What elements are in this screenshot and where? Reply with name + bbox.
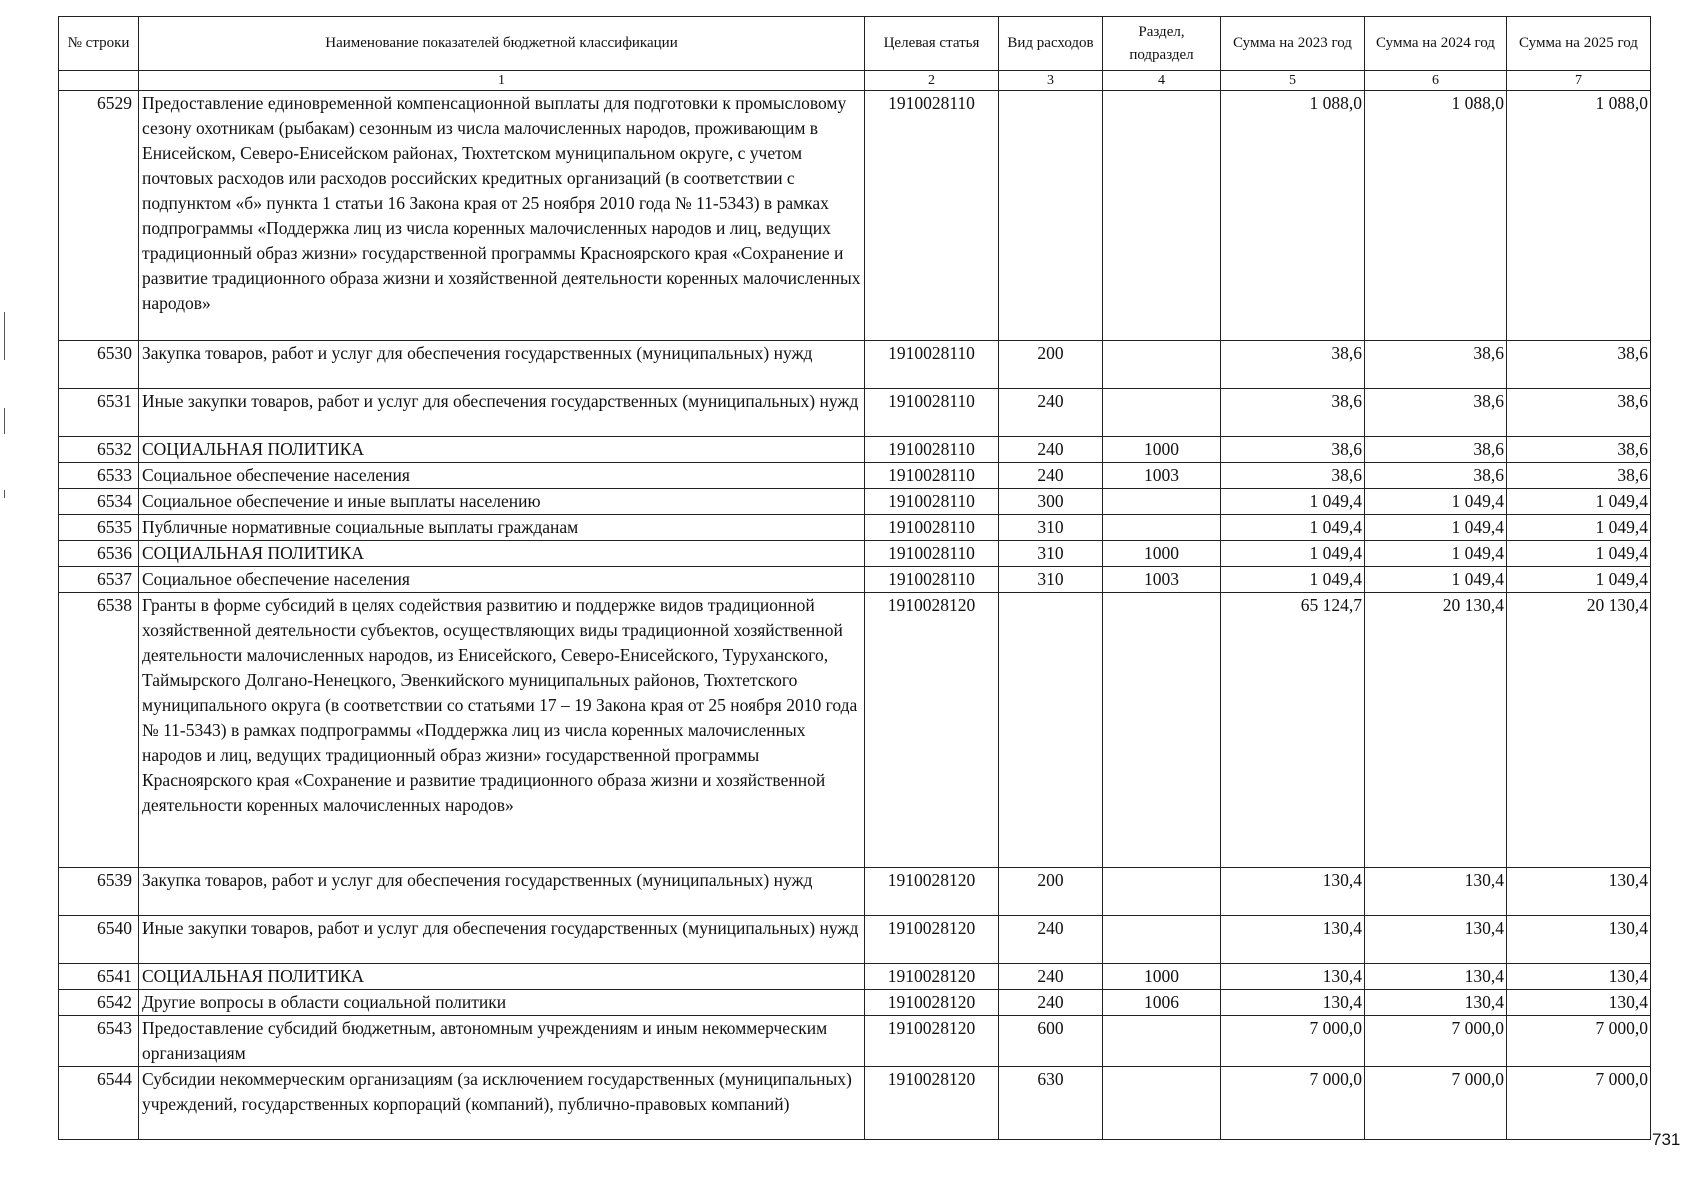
row-section xyxy=(1103,593,1221,868)
row-sum-2024: 7 000,0 xyxy=(1365,1067,1507,1140)
table-row xyxy=(59,964,1651,990)
row-sum-2023: 130,4 xyxy=(1221,916,1365,964)
row-sum-2024: 1 049,4 xyxy=(1365,541,1507,567)
row-sum-2025: 130,4 xyxy=(1507,868,1651,916)
row-sum-2025: 1 049,4 xyxy=(1507,489,1651,515)
row-sum-2023: 130,4 xyxy=(1221,868,1365,916)
row-sum-2025: 1 088,0 xyxy=(1507,91,1651,341)
table-row xyxy=(59,567,1651,593)
row-expense-type xyxy=(999,91,1103,341)
row-target-article: 1910028110 xyxy=(865,515,999,541)
row-sum-2024: 1 088,0 xyxy=(1365,91,1507,341)
table-row xyxy=(59,489,1651,515)
scan-mark xyxy=(4,312,5,360)
row-sum-2025: 38,6 xyxy=(1507,341,1651,389)
row-sum-2023: 1 049,4 xyxy=(1221,541,1365,567)
row-sum-2025: 1 049,4 xyxy=(1507,515,1651,541)
row-section: 1000 xyxy=(1103,964,1221,990)
row-section: 1003 xyxy=(1103,463,1221,489)
row-number: 6531 xyxy=(59,389,139,437)
row-target-article: 1910028110 xyxy=(865,567,999,593)
page-number: 731 xyxy=(1652,1130,1681,1149)
row-sum-2023: 38,6 xyxy=(1221,463,1365,489)
row-sum-2024: 1 049,4 xyxy=(1365,567,1507,593)
row-sum-2024: 130,4 xyxy=(1365,868,1507,916)
row-sum-2023: 1 049,4 xyxy=(1221,567,1365,593)
row-target-article: 1910028120 xyxy=(865,593,999,868)
row-name: СОЦИАЛЬНАЯ ПОЛИТИКА xyxy=(139,541,865,567)
row-name: Иные закупки товаров, работ и услуг для обеспечения государственных (муниципальных) нужд xyxy=(139,389,865,437)
row-name: Закупка товаров, работ и услуг для обеспечения государственных (муниципальных) нужд xyxy=(139,868,865,916)
row-target-article: 1910028120 xyxy=(865,868,999,916)
row-expense-type: 310 xyxy=(999,567,1103,593)
row-name: СОЦИАЛЬНАЯ ПОЛИТИКА xyxy=(139,964,865,990)
row-sum-2024: 20 130,4 xyxy=(1365,593,1507,868)
table-row xyxy=(59,463,1651,489)
row-section xyxy=(1103,1016,1221,1067)
row-expense-type: 630 xyxy=(999,1067,1103,1140)
row-name: Иные закупки товаров, работ и услуг для обеспечения государственных (муниципальных) нужд xyxy=(139,916,865,964)
header-expense-type: Вид расходов xyxy=(999,17,1103,71)
row-name: Закупка товаров, работ и услуг для обеспечения государственных (муниципальных) нужд xyxy=(139,341,865,389)
row-sum-2025: 38,6 xyxy=(1507,463,1651,489)
row-sum-2024: 7 000,0 xyxy=(1365,1016,1507,1067)
row-section: 1006 xyxy=(1103,990,1221,1016)
table-body xyxy=(59,91,1651,1140)
table-row xyxy=(59,868,1651,916)
row-sum-2024: 130,4 xyxy=(1365,916,1507,964)
row-target-article: 1910028110 xyxy=(865,463,999,489)
row-sum-2024: 38,6 xyxy=(1365,341,1507,389)
row-sum-2023: 38,6 xyxy=(1221,341,1365,389)
row-expense-type: 300 xyxy=(999,489,1103,515)
row-expense-type: 240 xyxy=(999,964,1103,990)
header-sum-2023: Сумма на 2023 год xyxy=(1221,17,1365,71)
table-row xyxy=(59,593,1651,868)
column-number: 3 xyxy=(999,71,1103,91)
row-sum-2025: 38,6 xyxy=(1507,437,1651,463)
header-sum-2024: Сумма на 2024 год xyxy=(1365,17,1507,71)
row-sum-2024: 130,4 xyxy=(1365,990,1507,1016)
row-section xyxy=(1103,916,1221,964)
row-sum-2025: 130,4 xyxy=(1507,990,1651,1016)
row-sum-2025: 130,4 xyxy=(1507,964,1651,990)
scan-mark xyxy=(4,490,5,498)
row-sum-2023: 130,4 xyxy=(1221,990,1365,1016)
column-number: 4 xyxy=(1103,71,1221,91)
row-sum-2023: 130,4 xyxy=(1221,964,1365,990)
row-sum-2023: 1 049,4 xyxy=(1221,489,1365,515)
row-expense-type: 310 xyxy=(999,541,1103,567)
row-name: Гранты в форме субсидий в целях содействия развитию и поддержке видов традиционной хозяйственной деятельности субъектов, осуществляющих виды традиционной хозяйственной деятельности малочисленных народов, из Енисейского, Северо-Енисейского, Туруханского, Таймырского Долгано-Ненецкого, Эвенкийского муниципальных районов, Тюхтетского муниципального округа (в соответствии со статьями 17 – 19 Закона края от 25 ноября 2010 года № 11-5343) в рамках подпрограммы «Поддержка лиц из числа коренных малочисленных народов и лиц, ведущих традиционный образ жизни» государственной программы Красноярского края «Сохранение и развитие традиционного образа жизни и хозяйственной деятельности коренных малочисленных народов» xyxy=(139,593,865,868)
row-sum-2023: 38,6 xyxy=(1221,437,1365,463)
row-name: Социальное обеспечение населения xyxy=(139,567,865,593)
row-number: 6539 xyxy=(59,868,139,916)
row-number: 6533 xyxy=(59,463,139,489)
row-number: 6529 xyxy=(59,91,139,341)
row-target-article: 1910028110 xyxy=(865,341,999,389)
row-name: СОЦИАЛЬНАЯ ПОЛИТИКА xyxy=(139,437,865,463)
row-sum-2023: 7 000,0 xyxy=(1221,1016,1365,1067)
row-section xyxy=(1103,868,1221,916)
row-expense-type: 200 xyxy=(999,868,1103,916)
row-section: 1000 xyxy=(1103,541,1221,567)
row-sum-2024: 1 049,4 xyxy=(1365,489,1507,515)
row-sum-2023: 7 000,0 xyxy=(1221,1067,1365,1140)
row-number: 6532 xyxy=(59,437,139,463)
table-header-row xyxy=(59,17,1651,71)
row-expense-type xyxy=(999,593,1103,868)
row-name: Предоставление единовременной компенсационной выплаты для подготовки к промысловому сезону охотникам (рыбакам) сезонным из числа малочисленных народов, проживающим в Енисейском, Северо-Енисейском районах, Тюхтетском муниципальном округе, с учетом почтовых расходов или расходов российских кредитных организаций (в соответствии с подпунктом «б» пункта 1 статьи 16 Закона края от 25 ноября 2010 года № 11-5343) в рамках подпрограммы «Поддержка лиц из числа коренных малочисленных народов и лиц, ведущих традиционный образ жизни» государственной программы Красноярского края «Сохранение и развитие традиционного образа жизни и хозяйственной деятельности коренных малочисленных народов» xyxy=(139,91,865,341)
row-sum-2025: 1 049,4 xyxy=(1507,567,1651,593)
row-section xyxy=(1103,91,1221,341)
column-number: 1 xyxy=(139,71,865,91)
row-sum-2024: 38,6 xyxy=(1365,463,1507,489)
table-row xyxy=(59,437,1651,463)
header-section: Раздел, подраздел xyxy=(1103,17,1221,71)
table-row xyxy=(59,91,1651,341)
header-sum-2025: Сумма на 2025 год xyxy=(1507,17,1651,71)
row-number: 6540 xyxy=(59,916,139,964)
row-name: Публичные нормативные социальные выплаты гражданам xyxy=(139,515,865,541)
table-row xyxy=(59,541,1651,567)
row-name: Другие вопросы в области социальной политики xyxy=(139,990,865,1016)
row-sum-2024: 1 049,4 xyxy=(1365,515,1507,541)
row-section xyxy=(1103,515,1221,541)
header-target-article: Целевая статья xyxy=(865,17,999,71)
row-name: Субсидии некоммерческим организациям (за исключением государственных (муниципальных) учреждений, государственных корпораций (компаний), публично-правовых компаний) xyxy=(139,1067,865,1140)
table-row xyxy=(59,1067,1651,1140)
row-expense-type: 240 xyxy=(999,463,1103,489)
table-row xyxy=(59,1016,1651,1067)
row-sum-2024: 130,4 xyxy=(1365,964,1507,990)
row-expense-type: 200 xyxy=(999,341,1103,389)
row-target-article: 1910028110 xyxy=(865,541,999,567)
row-name: Социальное обеспечение и иные выплаты населению xyxy=(139,489,865,515)
column-number: 7 xyxy=(1507,71,1651,91)
row-target-article: 1910028120 xyxy=(865,1067,999,1140)
row-target-article: 1910028110 xyxy=(865,489,999,515)
column-number: 5 xyxy=(1221,71,1365,91)
column-number xyxy=(59,71,139,91)
row-expense-type: 240 xyxy=(999,389,1103,437)
table-row xyxy=(59,515,1651,541)
row-number: 6538 xyxy=(59,593,139,868)
row-name: Социальное обеспечение населения xyxy=(139,463,865,489)
row-number: 6537 xyxy=(59,567,139,593)
row-expense-type: 240 xyxy=(999,990,1103,1016)
row-expense-type: 310 xyxy=(999,515,1103,541)
row-target-article: 1910028120 xyxy=(865,1016,999,1067)
row-sum-2023: 65 124,7 xyxy=(1221,593,1365,868)
row-expense-type: 240 xyxy=(999,916,1103,964)
row-expense-type: 600 xyxy=(999,1016,1103,1067)
row-number: 6541 xyxy=(59,964,139,990)
row-sum-2025: 7 000,0 xyxy=(1507,1016,1651,1067)
row-number: 6543 xyxy=(59,1016,139,1067)
column-number: 2 xyxy=(865,71,999,91)
row-number: 6530 xyxy=(59,341,139,389)
row-section xyxy=(1103,389,1221,437)
table-row xyxy=(59,341,1651,389)
table-row xyxy=(59,990,1651,1016)
row-target-article: 1910028110 xyxy=(865,437,999,463)
row-sum-2023: 1 088,0 xyxy=(1221,91,1365,341)
row-sum-2023: 1 049,4 xyxy=(1221,515,1365,541)
row-target-article: 1910028120 xyxy=(865,964,999,990)
row-name: Предоставление субсидий бюджетным, автономным учреждениям и иным некоммерческим организациям xyxy=(139,1016,865,1067)
row-section xyxy=(1103,1067,1221,1140)
row-number: 6542 xyxy=(59,990,139,1016)
row-target-article: 1910028110 xyxy=(865,91,999,341)
row-number: 6535 xyxy=(59,515,139,541)
row-sum-2024: 38,6 xyxy=(1365,437,1507,463)
row-number: 6536 xyxy=(59,541,139,567)
scan-mark xyxy=(4,408,5,434)
header-row-number: № строки xyxy=(59,17,139,71)
row-sum-2025: 7 000,0 xyxy=(1507,1067,1651,1140)
row-number: 6544 xyxy=(59,1067,139,1140)
row-target-article: 1910028110 xyxy=(865,389,999,437)
row-sum-2025: 20 130,4 xyxy=(1507,593,1651,868)
header-name: Наименование показателей бюджетной классификации xyxy=(139,17,865,71)
row-number: 6534 xyxy=(59,489,139,515)
row-expense-type: 240 xyxy=(999,437,1103,463)
row-section: 1003 xyxy=(1103,567,1221,593)
row-sum-2025: 38,6 xyxy=(1507,389,1651,437)
column-number: 6 xyxy=(1365,71,1507,91)
table-row xyxy=(59,389,1651,437)
row-sum-2023: 38,6 xyxy=(1221,389,1365,437)
row-target-article: 1910028120 xyxy=(865,916,999,964)
row-section xyxy=(1103,341,1221,389)
budget-table xyxy=(58,16,1651,1140)
row-section: 1000 xyxy=(1103,437,1221,463)
row-target-article: 1910028120 xyxy=(865,990,999,1016)
row-sum-2025: 130,4 xyxy=(1507,916,1651,964)
table-row xyxy=(59,916,1651,964)
column-number-row xyxy=(59,71,1651,91)
row-sum-2024: 38,6 xyxy=(1365,389,1507,437)
row-sum-2025: 1 049,4 xyxy=(1507,541,1651,567)
row-section xyxy=(1103,489,1221,515)
